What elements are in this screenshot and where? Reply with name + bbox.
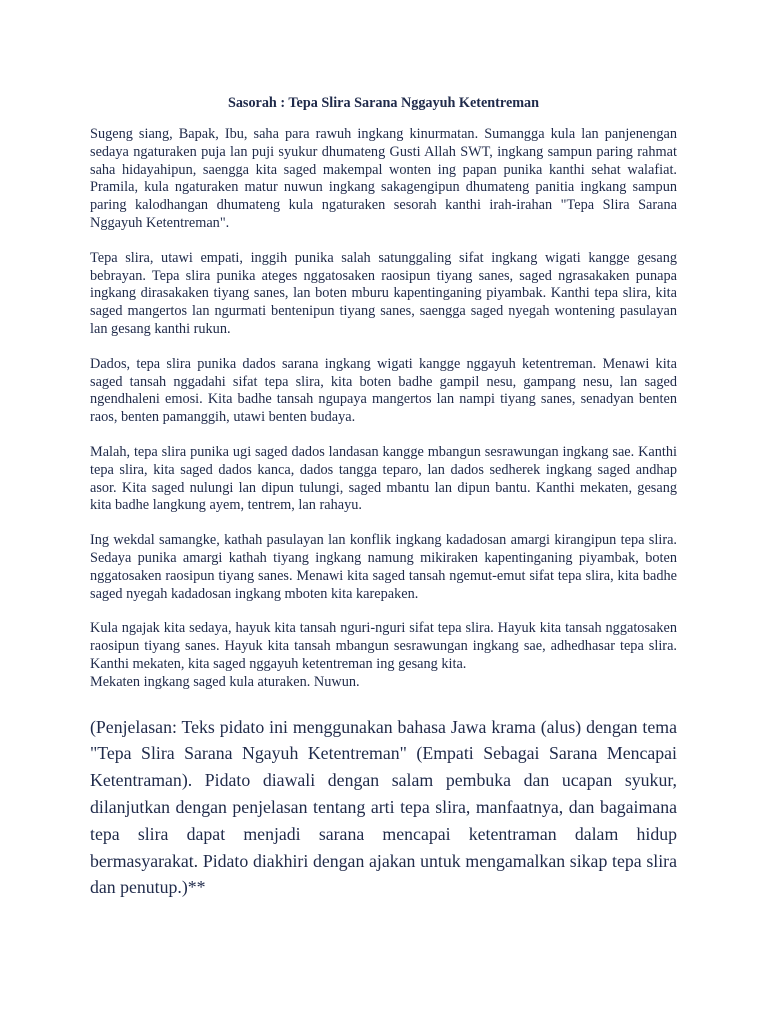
paragraph-invitation-block — [90, 620, 677, 691]
paragraph-definition: Tepa slira, utawi empati, inggih punika salah satunggaling sifat ingkang wigati kangge gesang bebrayan. Tepa slira punika ateges nggatosaken raosipun tiyang sanes, saged ngrasakaken punapa ingkang dirasakaken tiyang sanes, lan boten mburu kapentinganing piyambak. Kanthi tepa slira, kita saged mangertos lan ngurmati bentenipun tiyang sanes, saengga saged nyegah wontening pasulayan lan gesang kanthi rukun. — [90, 249, 677, 337]
paragraph-means: Dados, tepa slira punika dados sarana ingkang wigati kangge nggayuh ketentreman. Menawi kita saged tansah nggadahi sifat tepa slira, kita boten badhe gampil nesu, gampang nesu, lan saged ngendhaleni emosi. Kita badhe tansah ngupaya mangertos lan nampi tiyang sanes, senadyan benten raos, benten pamanggih, utawi benten budaya. — [90, 355, 677, 426]
paragraph-foundation: Malah, tepa slira punika ugi saged dados landasan kangge mbangun sesrawungan ingkang sae. Kanthi tepa slira, kita saged dados kanca, dados tangga teparo, lan dados sedherek ingkang saged andhap asor. Kita saged nulungi lan dipun tulungi, saged mbantu lan dipun bantu. Kanthi mekaten, gesang kita badhe langkung ayem, tentrem, lan rahayu. — [90, 443, 677, 514]
closing-line: Mekaten ingkang saged kula aturaken. Nuwun. — [90, 673, 360, 690]
document-body — [90, 94, 677, 901]
paragraph-greeting: Sugeng siang, Bapak, Ibu, saha para rawuh ingkang kinurmatan. Sumangga kula lan panjenengan sedaya ngaturaken puja lan puji syukur dhumateng Gusti Allah SWT, ingkang sampun paring rahmat saha hidayahipun, saengga kita saged makempal wonten ing papan punika kanthi sehat walafiat. Pramila, kula ngaturaken matur nuwun ingkang sakagengipun dhumateng panitia ingkang sampun paring kalodhangan dhumateng kula ngaturaken sesorah kanthi irah-irahan "Tepa Slira Sarana Nggayuh Ketentreman". — [90, 126, 677, 231]
document-title: Sasorah : Tepa Slira Sarana Nggayuh Ketentreman — [227, 95, 540, 111]
explanation-note: (Penjelasan: Teks pidato ini menggunakan bahasa Jawa krama (alus) dengan tema "Tepa Slira Sarana Ngayuh Ketentreman" (Empati Sebagai Sarana Mencapai Ketentraman). Pidato diawali dengan salam pembuka dan ucapan syukur, dilanjutkan dengan penjelasan tentang arti tepa slira, manfaatnya, dan bagaimana tepa slira dapat menjadi sarana mencapai ketentraman dalam hidup bermasyarakat. Pidato diakhiri dengan ajakan untuk mengamalkan sikap tepa slira dan penutup.)** — [90, 716, 677, 898]
paragraph-conflict: Ing wekdal samangke, kathah pasulayan lan konflik ingkang kadadosan amargi kirangipun tepa slira. Sedaya punika amargi kathah tiyang ingkang namung mikiraken kapentinganing piyambak, boten nggatosaken raosipun tiyang sanes. Menawi kita saged tansah ngemut-emut sifat tepa slira, kita badhe saged nyegah kadadosan ingkang mboten kita karepaken. — [90, 532, 677, 602]
paragraph-invitation: Kula ngajak kita sedaya, hayuk kita tansah nguri-nguri sifat tepa slira. Hayuk kita tansah nggatosaken raosipun tiyang sanes. Hayuk kita tansah mbangun sesrawungan ingkang sae, adhedhasar tepa slira. Kanthi mekaten, kita saged nggayuh ketentreman ing gesang kita. — [90, 620, 677, 672]
